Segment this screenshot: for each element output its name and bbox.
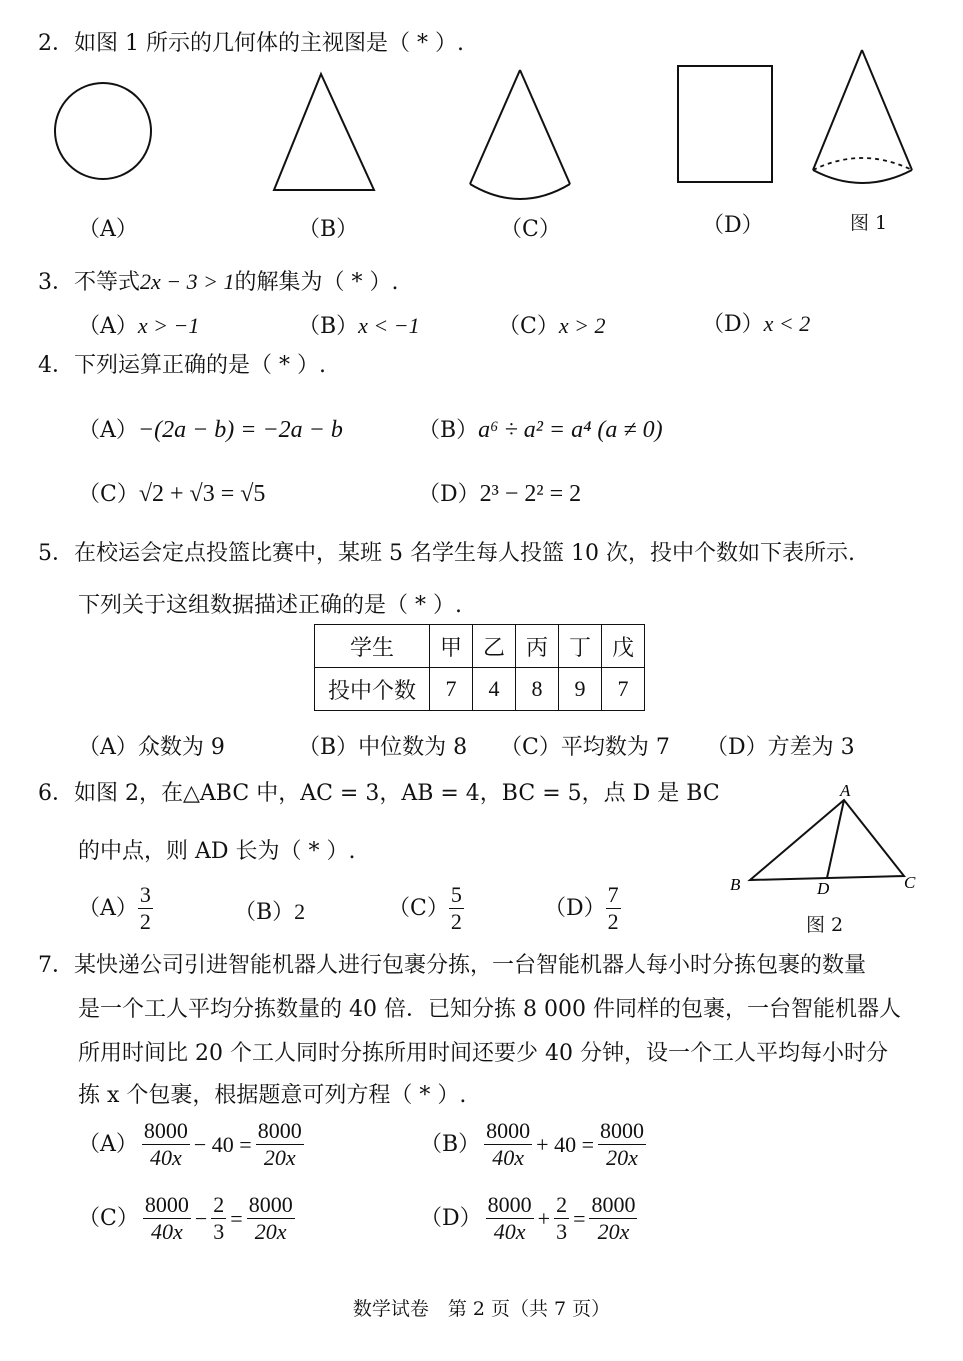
q2-option-a: （A） <box>78 217 138 242</box>
vertex-label-a: A <box>840 781 851 800</box>
table-header-cell: 学生 <box>315 625 430 668</box>
q4-option-a: （A）−(2a − b) = −2a − b <box>78 417 343 443</box>
q3-option-a: （A）x > −1 <box>78 313 200 339</box>
option-a-circle-figure <box>50 78 156 184</box>
vertex-label-b: B <box>730 875 741 894</box>
page-footer: 数学试卷 第 2 页（共 7 页） <box>352 1298 611 1320</box>
table-row <box>315 668 645 711</box>
table-header-cell: 投中个数 <box>315 668 430 711</box>
q5-data-table <box>314 624 645 711</box>
q6-stem-line2: 的中点，则 AD 长为（ * ）. <box>78 839 356 864</box>
q4-option-c: （C）√2 + √3 = √5 <box>78 481 266 507</box>
q7-option-a: （A） $\frac{8000}{40x}$ − 40 = $\frac{8000}{20x}$ <box>78 1118 302 1170</box>
table-cell: 8 <box>516 668 559 711</box>
q4-stem: 4．下列运算正确的是（ * ）. <box>38 353 326 378</box>
option-b-triangle-figure <box>270 70 380 195</box>
q6-stem-line1: 6．如图 2，在△ABC 中，AC = 3，AB = 4，BC = 5，点 D 是 BC <box>38 781 720 806</box>
q2-option-c: （C） <box>500 217 561 242</box>
q2-stem: 2．如图 1 所示的几何体的主视图是（ * ）. <box>38 31 464 56</box>
table-cell: 7 <box>602 668 645 711</box>
q6-option-d: （D） $\frac{7}{2}$ <box>544 882 619 934</box>
q5-option-d: （D）方差为 3 <box>706 735 855 760</box>
q3-stem: 3．不等式2x − 3 > 1的解集为（ * ）. <box>38 269 399 295</box>
option-d-square-figure <box>674 62 776 186</box>
q4-option-b: （B）a⁶ ÷ a² = a⁴ (a ≠ 0) <box>418 417 663 443</box>
q7-option-d: （D） $\frac{8000}{40x}$ + $\frac{2}{3}$ = $\frac{8000}{20x}$ <box>420 1192 636 1244</box>
figure-1-caption: 图 1 <box>850 212 888 234</box>
q3-option-d: （D）x < 2 <box>702 311 811 337</box>
table-cell: 丁 <box>559 625 602 668</box>
table-cell: 丙 <box>516 625 559 668</box>
q7-option-b: （B） $\frac{8000}{40x}$ + 40 = $\frac{8000}{20x}$ <box>420 1118 644 1170</box>
q5-stem-line2: 下列关于这组数据描述正确的是（ * ）. <box>78 593 462 618</box>
q7-stem-line3: 所用时间比 20 个工人同时分拣所用时间还要少 40 分钟，设一个工人平均每小时分 <box>78 1041 888 1066</box>
q3-inequality: 2x − 3 > 1 <box>140 269 235 294</box>
q7-stem-line4: 拣 x 个包裹，根据题意可列方程（ * ）. <box>78 1083 467 1108</box>
q7-stem-line2: 是一个工人平均分拣数量的 40 倍．已知分拣 8 000 件同样的包裹，一台智能机器人 <box>78 997 901 1022</box>
vertex-label-c: C <box>904 873 916 892</box>
option-c-cone-figure <box>466 66 576 202</box>
q2-option-b: （B） <box>298 217 359 242</box>
table-cell: 甲 <box>430 625 473 668</box>
table-cell: 4 <box>473 668 516 711</box>
q3-option-c: （C）x > 2 <box>498 313 606 339</box>
figure-2-triangle <box>726 778 926 898</box>
figure-1-cone <box>808 46 920 196</box>
table-cell: 7 <box>430 668 473 711</box>
vertex-label-d: D <box>817 879 830 898</box>
q6-option-b: （B）2 <box>234 899 306 925</box>
q4-option-d: （D）2³ − 2² = 2 <box>418 481 582 507</box>
q5-option-a: （A）众数为 9 <box>78 735 225 760</box>
q7-option-c: （C） $\frac{8000}{40x}$ − $\frac{2}{3}$ = $\frac{8000}{20x}$ <box>78 1192 293 1244</box>
q5-option-c: （C）平均数为 7 <box>500 735 670 760</box>
q7-stem-line1: 7．某快递公司引进智能机器人进行包裹分拣，一台智能机器人每小时分拣包裹的数量 <box>38 953 866 978</box>
table-cell: 戊 <box>602 625 645 668</box>
q6-option-c: （C） $\frac{5}{2}$ <box>388 882 462 934</box>
table-cell: 乙 <box>473 625 516 668</box>
table-row <box>315 625 645 668</box>
q6-option-a: （A） $\frac{3}{2}$ <box>78 882 151 934</box>
q5-option-b: （B）中位数为 8 <box>298 735 468 760</box>
q3-option-b: （B）x < −1 <box>298 313 420 339</box>
table-cell: 9 <box>559 668 602 711</box>
q5-stem-line1: 5．在校运会定点投篮比赛中，某班 5 名学生每人投篮 10 次，投中个数如下表所示. <box>38 541 855 566</box>
q2-option-d: （D） <box>702 213 764 238</box>
figure-2-caption: 图 2 <box>806 914 844 936</box>
